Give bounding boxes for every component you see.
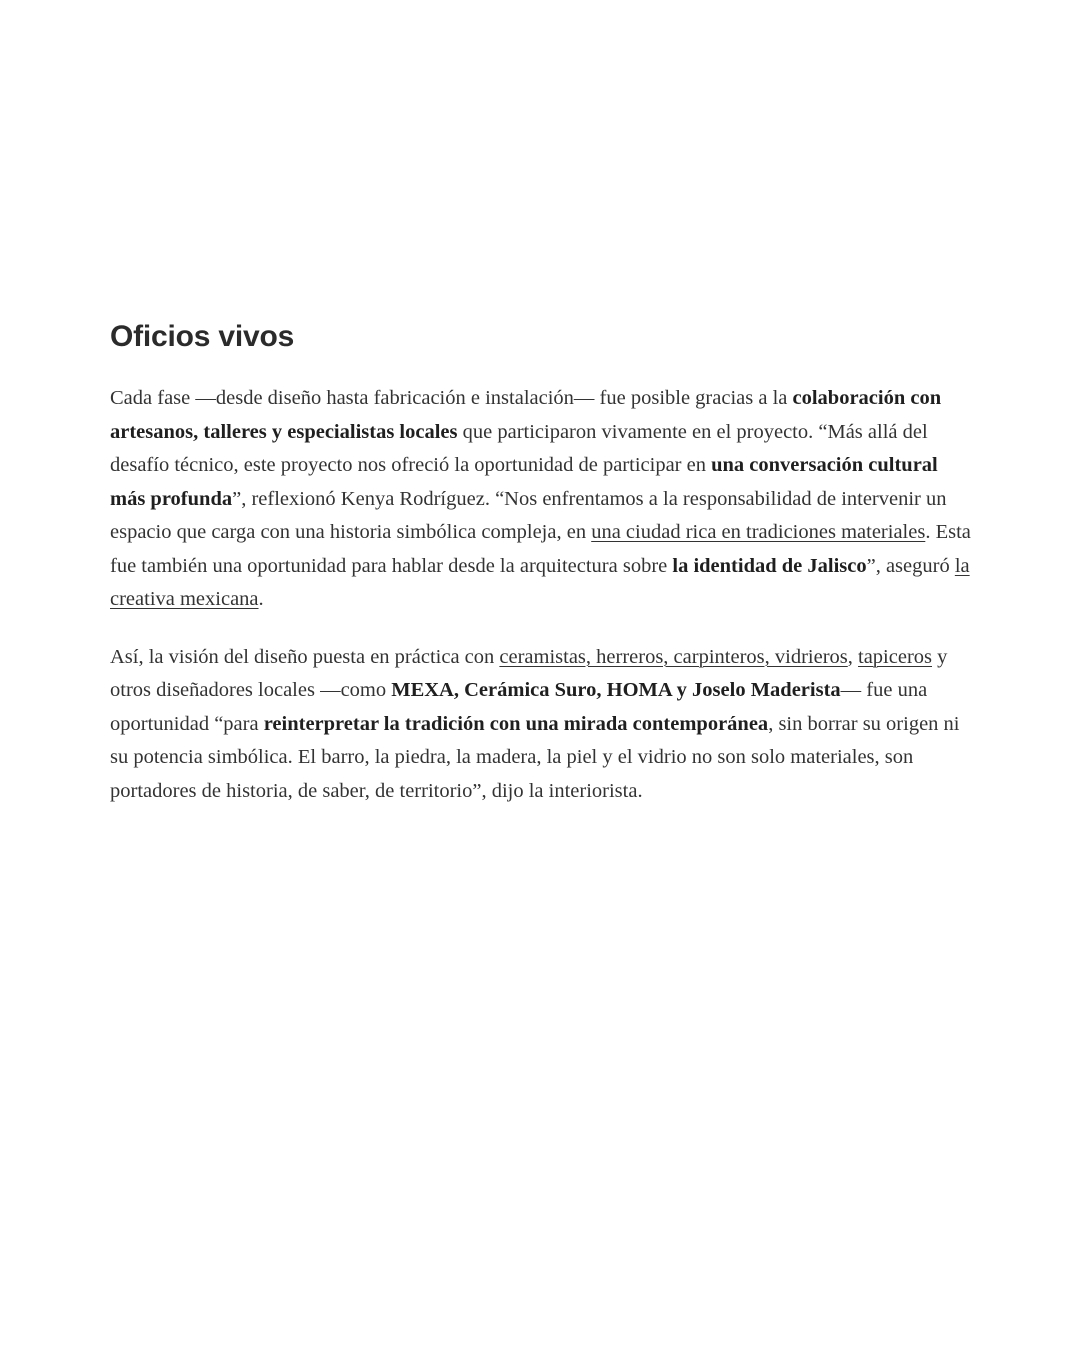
paragraph-2 bbox=[110, 641, 972, 809]
text-run: ”, aseguró bbox=[866, 554, 955, 577]
text-run: ”, reflexionó Kenya Rodríguez. “Nos enfrentamos a la responsabilidad de intervenir un espacio que carga con una historia simbólica compleja, en bbox=[110, 487, 947, 543]
text-run: , sin borrar su origen ni su potencia simbólica. El barro, la piedra, la madera, la piel y el vidrio no son solo materiales, son portadores de historia, de saber, de territorio”, dijo la interiorista. bbox=[110, 712, 960, 802]
bold-run: MEXA, Cerámica Suro, HOMA y Joselo Maderista bbox=[391, 679, 841, 701]
text-run: Cada fase —desde diseño hasta fabricación e instalación— fue posible gracias a la bbox=[110, 387, 793, 409]
text-run: y otros diseñadores locales —como bbox=[110, 645, 948, 701]
text-run: que participaron vivamente en el proyecto. “Más allá del desafío técnico, este proyecto nos ofreció la oportunidad de participar en bbox=[110, 420, 928, 476]
text-run: Así, la visión del diseño puesta en práctica con bbox=[110, 645, 500, 668]
bold-run: colaboración con artesanos, talleres y especialistas locales bbox=[110, 387, 942, 443]
link-artesanos[interactable]: ceramistas, herreros, carpinteros, vidrieros bbox=[499, 645, 848, 668]
text-run: . Esta fue también una oportunidad para hablar desde la arquitectura sobre bbox=[110, 521, 971, 577]
bold-run: la identidad de Jalisco bbox=[672, 554, 867, 577]
section-heading: Oficios vivos bbox=[110, 320, 295, 353]
bold-run: una conversación cultural más profunda bbox=[110, 454, 938, 510]
text-run: . bbox=[258, 588, 264, 610]
link-ciudad-tradiciones[interactable]: una ciudad rica en tradiciones materiales bbox=[591, 521, 926, 543]
article bbox=[110, 312, 972, 832]
text-run: , bbox=[847, 645, 859, 668]
bold-run: reinterpretar la tradición con una mirada contemporánea bbox=[263, 712, 769, 735]
link-tapiceros[interactable]: tapiceros bbox=[858, 645, 933, 668]
link-creativa-mexicana[interactable]: la creativa mexicana bbox=[110, 554, 970, 610]
paragraph-1 bbox=[110, 382, 972, 617]
text-run: — fue una oportunidad “para bbox=[110, 679, 928, 735]
